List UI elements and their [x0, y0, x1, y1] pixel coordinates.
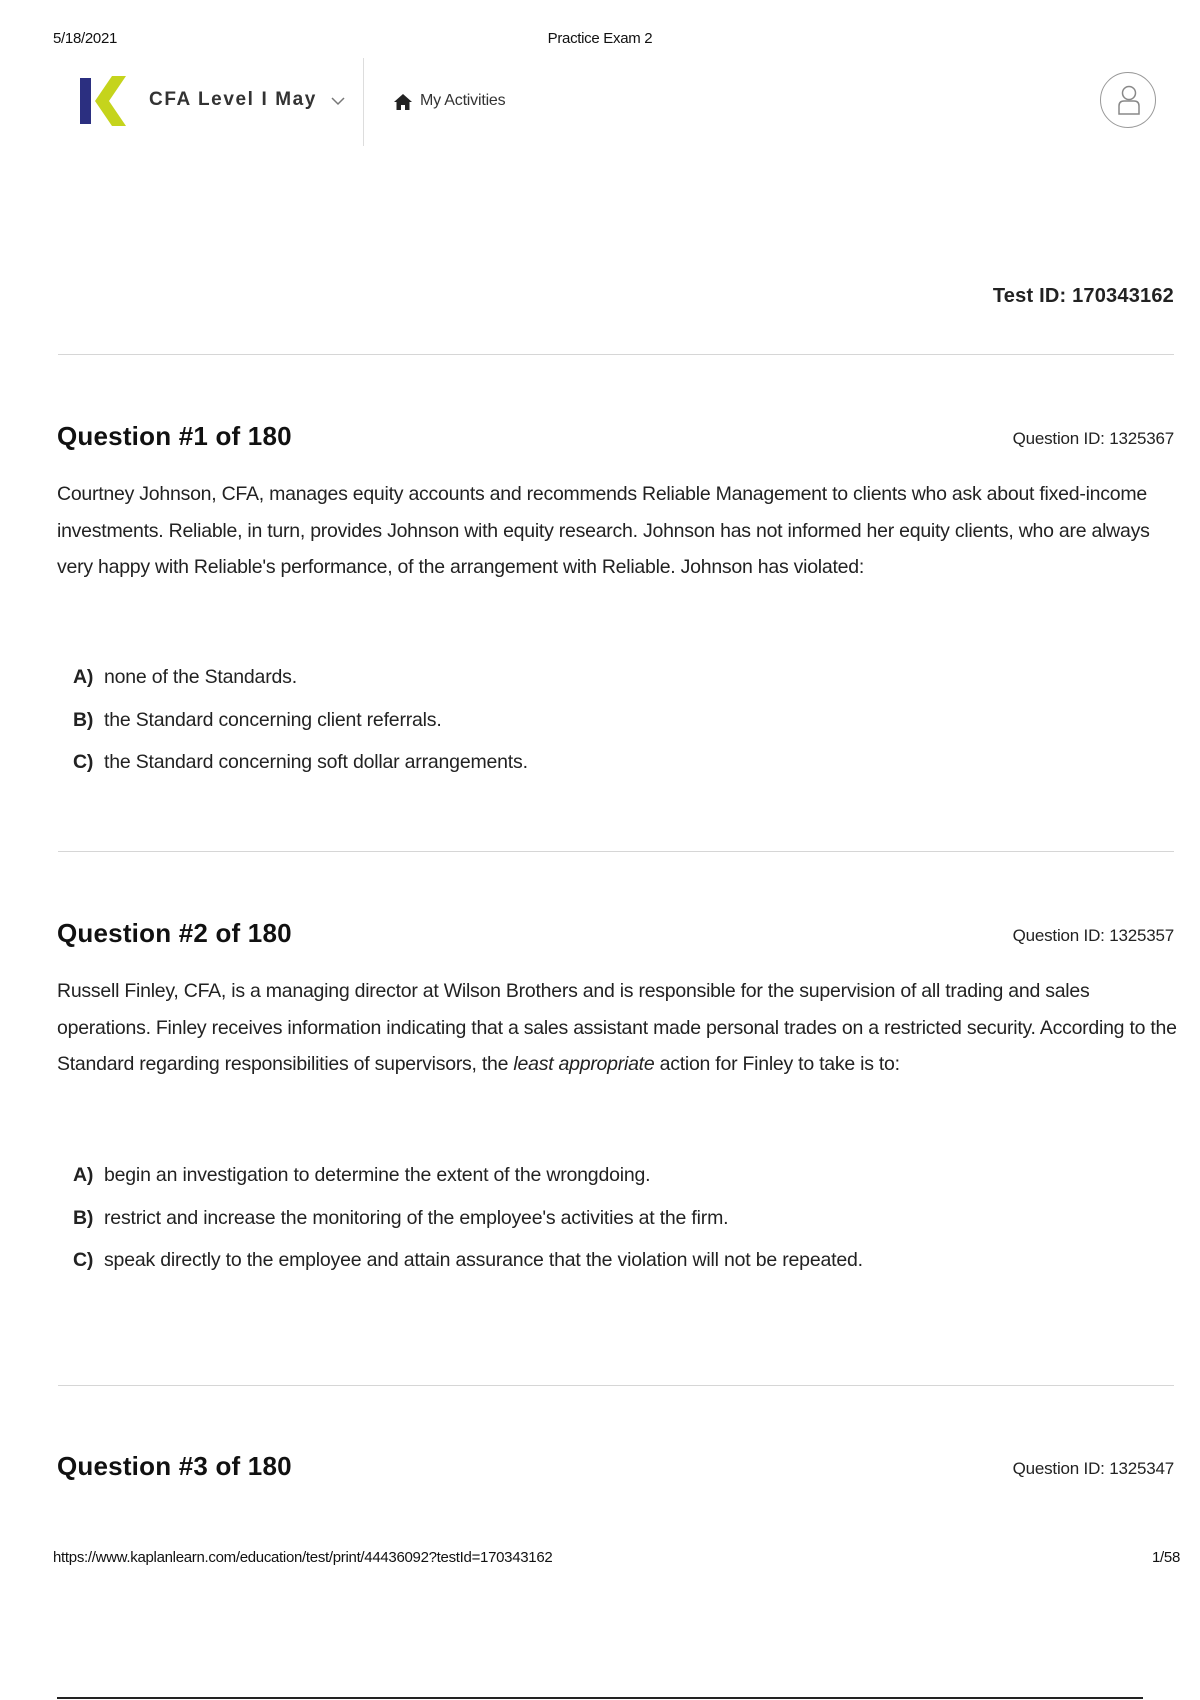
answer-choice[interactable]: [73, 702, 973, 738]
answer-choices: [73, 659, 973, 787]
answer-choice[interactable]: [73, 1157, 973, 1193]
choice-letter: A): [73, 666, 94, 688]
choice-letter: A): [73, 1164, 94, 1186]
test-id: Test ID: 170343162: [992, 285, 1174, 307]
choice-letter: C): [73, 1249, 94, 1271]
print-title: Practice Exam 2: [547, 30, 653, 47]
question-id: Question ID: 1325357: [1012, 926, 1174, 945]
answer-choices: [73, 1157, 973, 1285]
choice-letter: B): [73, 1206, 94, 1229]
home-icon[interactable]: [393, 93, 413, 111]
answer-choice[interactable]: [73, 1242, 873, 1278]
question-text-part: action for Finley to take is to:: [654, 1053, 900, 1075]
my-activities-link[interactable]: My Activities: [420, 92, 506, 109]
section-divider: [58, 1385, 1174, 1386]
choice-letter: C): [73, 751, 94, 773]
print-date: 5/18/2021: [53, 30, 118, 47]
answer-choice[interactable]: [73, 1200, 973, 1236]
answer-choice[interactable]: [73, 659, 973, 695]
question-text-emphasis: least appropriate: [513, 1053, 655, 1075]
choice-text: the Standard concerning client referrals.: [104, 708, 442, 731]
course-selector[interactable]: CFA Level I May: [149, 89, 317, 110]
chevron-down-icon[interactable]: [330, 94, 346, 106]
section-divider: [58, 851, 1174, 852]
answer-choice[interactable]: [73, 744, 973, 780]
section-divider: [58, 354, 1174, 355]
choice-letter: B): [73, 708, 94, 731]
question-id: Question ID: 1325367: [1012, 429, 1174, 448]
page-bottom-rule: [57, 1697, 1143, 1699]
question-title: Question #3 of 180: [57, 1451, 292, 1481]
question-id: Question ID: 1325347: [1012, 1459, 1174, 1478]
question-text: Courtney Johnson, CFA, manages equity accounts and recommends Reliable Management to clients who ask about fixed-income investments. Reliable, in turn, provides Johnson with equity research. Johnson has not informed her equity clients, who are always very happy with Reliable's performance, of the arrangement with Reliable. Johnson has violated:: [57, 483, 1150, 578]
print-footer-url: https://www.kaplanlearn.com/education/test/print/44436092?testId=170343162: [53, 1549, 553, 1566]
question-text: [57, 973, 1177, 1083]
choice-text: none of the Standards.: [104, 666, 297, 688]
choice-text: begin an investigation to determine the extent of the wrongdoing.: [104, 1164, 651, 1186]
user-avatar-icon[interactable]: [1100, 72, 1156, 128]
kaplan-logo-icon[interactable]: [80, 76, 128, 126]
header-divider: [363, 58, 364, 146]
question-title: Question #2 of 180: [57, 918, 292, 948]
question-text-part: Russell Finley, CFA, is a managing director at Wilson Brothers and is responsible for the supervision of all trading and sales operations. Finley receives information indicating that a sales assistant made personal trades on a restricted security. According to the Standard regarding responsibilities of supervisors, the: [57, 980, 1177, 1075]
choice-text: restrict and increase the monitoring of the employee's activities at the firm.: [104, 1206, 729, 1229]
choice-text: speak directly to the employee and attain assurance that the violation will not be repeated.: [104, 1249, 863, 1271]
choice-text: the Standard concerning soft dollar arrangements.: [104, 751, 528, 773]
print-page-number: 1/58: [1152, 1549, 1180, 1566]
question-title: Question #1 of 180: [57, 421, 292, 451]
